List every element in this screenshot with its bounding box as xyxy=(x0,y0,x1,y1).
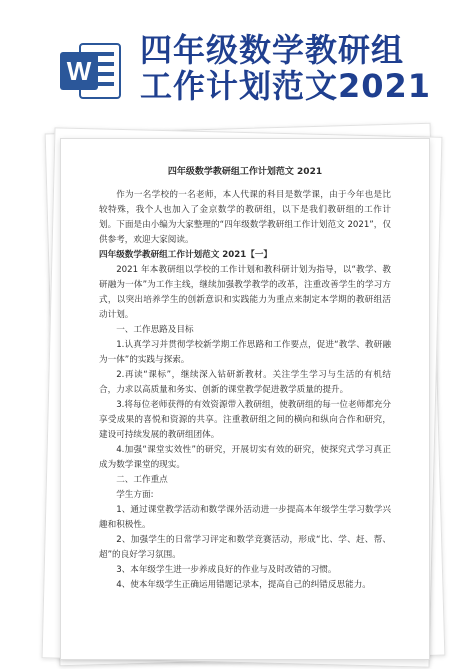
students-heading: 学生方面: xyxy=(116,490,154,500)
goal-item-2: 2.再读“课标”，继续深入钻研新教材。关注学生学习与生活的有机结合，力求以高质量和务实、创新的课堂教学促进教学质量的提升。 xyxy=(99,370,391,395)
focus-item-3: 3、本年级学生进一步养成良好的作业与及时改错的习惯。 xyxy=(116,565,337,575)
part-one-heading: 一、工作思路及目标 xyxy=(116,325,194,335)
word-icon xyxy=(58,38,124,104)
focus-item-2: 2、加强学生的日常学习评定和数学竞赛活动，形成“比、学、赶、帮、超”的良好学习氛围。 xyxy=(99,535,391,560)
focus-item-4: 4、使本年级学生正确运用错题记录本，提高自己的纠错反思能力。 xyxy=(116,580,371,590)
part-two-heading: 二、工作重点 xyxy=(116,475,168,485)
section-heading: 四年级数学教研组工作计划范文 2021【一】 xyxy=(99,250,273,260)
intro-paragraph: 作为一名学校的一名老师，本人代课的科目是数学课，由于今年也是比较特殊，我个人也加入了金京数学的教研组，以下是我们教研组的工作计划。下面是由小编为大家整理的“四年级数学教研组工作计划范文 2021”，仅供参考，欢迎大家阅读。 xyxy=(99,190,391,245)
banner-title-line-1: 四年级数学教研组 xyxy=(140,31,405,69)
opening-paragraph: 2021 年本教研组以学校的工作计划和教科研计划为指导，以“教学、教研融为一体”为工作主线，继续加强教学教学的改革，注重改善学生的学习方式，以突出培养学生的创新意识和实践能力为重点来制定本学期的教研组活动计划。 xyxy=(99,265,391,320)
goal-item-4: 4.加强“课堂实效性”的研究，开展切实有效的研究，使探究式学习真正成为数学课堂的现实。 xyxy=(99,445,391,470)
banner-title-line-2: 工作计划范文2021 xyxy=(140,67,432,105)
goal-item-3: 3.将每位老师获得的有效资源带入教研组，使教研组的每一位老师都充分享受成果的喜悦和资源的共享。注重教研组之间的横向和纵向合作和研究，建设可持续发展的教研组团体。 xyxy=(99,400,391,440)
banner xyxy=(0,0,474,118)
document-page xyxy=(60,138,430,660)
document-title: 四年级数学教研组工作计划范文 2021 xyxy=(167,167,323,177)
focus-item-1: 1、通过课堂教学活动和数学课外活动进一步提高本年级学生学习数学兴趣和积极性。 xyxy=(99,505,391,530)
word-logo-letter: W xyxy=(66,56,92,86)
goal-item-1: 1.认真学习并贯彻学校新学期工作思路和工作要点，促进“教学、教研融为一体”的实践与探索。 xyxy=(99,340,391,365)
